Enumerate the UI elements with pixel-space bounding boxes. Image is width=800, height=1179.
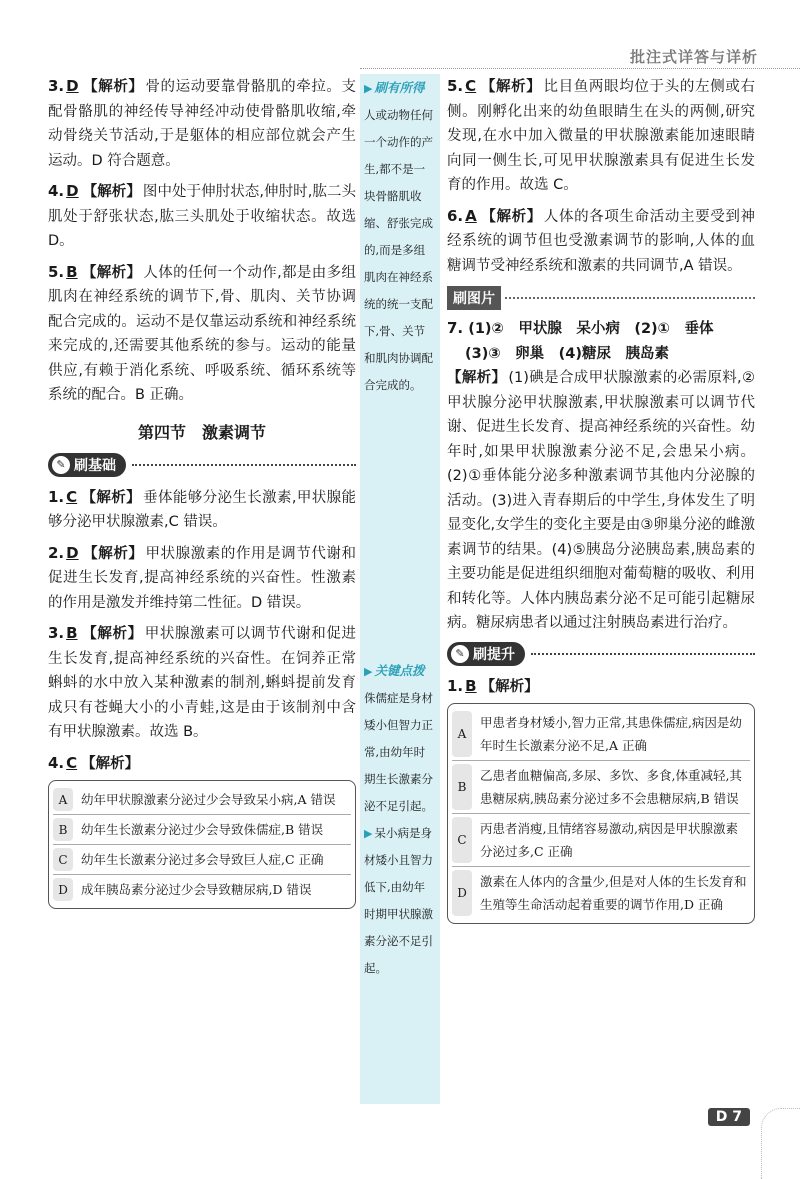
table-row xyxy=(452,708,750,761)
page-number: D 7 xyxy=(708,1108,750,1126)
analysis-tag: 【解析】 xyxy=(81,626,143,642)
option-label: A xyxy=(53,788,73,811)
section-title: 第四节 激素调节 xyxy=(137,422,266,442)
header-divider xyxy=(360,68,800,69)
question-number: 6. xyxy=(447,206,464,225)
page-header xyxy=(0,0,800,70)
analysis-tag: 【解析】 xyxy=(480,208,542,225)
pencil-icon: ✎ xyxy=(52,456,70,474)
analysis-text: 人体的任何一个动作,都是由多组肌肉在神经系统的调节下,骨、肌肉、关节协调配合完成的。运动不是仅靠运动系统和神经系统来完成的,还需要其他系统的参与。运动的能量供应,有赖于消化系统、呼吸系统、循环系统等系统的配合。B 正确。 xyxy=(48,264,357,403)
option-label: D xyxy=(452,870,472,916)
analysis-text: 垂体能够分泌生长激素,甲状腺能够分泌甲状腺激素,C 错误。 xyxy=(48,489,357,530)
answer-line-2: (3)③ 卵巢 (4)糖尿 胰岛素 xyxy=(465,345,669,362)
answer-letter: B xyxy=(66,624,78,642)
right-column xyxy=(447,74,755,932)
note-text: 人或动物任何一个动作的产生,都不是一块骨骼肌收缩、舒张完成的,而是多组肌肉在神经系统的统一支配下,骨、关节和肌肉协调配合完成的。 xyxy=(364,108,433,392)
page-corner-decoration xyxy=(761,1108,800,1179)
answer-letter: B xyxy=(66,262,78,281)
options-table xyxy=(447,703,755,924)
dotted-divider xyxy=(132,464,356,466)
pencil-icon: ✎ xyxy=(451,645,469,663)
question-4 xyxy=(48,179,356,254)
table-row xyxy=(452,867,750,919)
badge-label: 刷图片 xyxy=(447,286,501,310)
dotted-divider xyxy=(505,297,755,299)
analysis-tag: 【解析】 xyxy=(447,370,507,386)
question-number: 1. xyxy=(48,487,65,506)
answer-letter: D xyxy=(66,182,79,200)
question-7-right xyxy=(447,316,755,636)
question-number: 3. xyxy=(48,624,65,642)
basic-question-4 xyxy=(48,751,356,777)
answer-line-1: (1)② 甲状腺 呆小病 (2)① 垂体 xyxy=(468,321,714,337)
note-text xyxy=(360,820,440,982)
answer-letter: C xyxy=(66,487,78,506)
option-text: 丙患者消瘦,且情绪容易激动,病因是甲状腺激素分泌过多,C 正确 xyxy=(480,821,738,859)
analysis-text: 甲状腺激素可以调节代谢和促进生长发育,提高神经系统的兴奋性。在饲养正常蝌蚪的水中放入某种激素的制剂,蝌蚪提前发育成只有苍蝇大小的小青蛙,这是由于该制剂中含有甲状腺激素。故选 B。 xyxy=(48,626,357,740)
question-number: 4. xyxy=(48,753,65,772)
basic-question-3 xyxy=(48,621,356,745)
note-title xyxy=(364,661,436,679)
note-title xyxy=(364,78,436,96)
answer-letter: C xyxy=(66,753,78,772)
analysis-tag: 【解析】 xyxy=(81,264,142,281)
analysis-tag: 【解析】 xyxy=(480,79,542,95)
question-number: 3. xyxy=(48,77,65,95)
question-number: 5. xyxy=(48,262,65,281)
option-label: D xyxy=(53,878,73,901)
note-title-text: 刷有所得 xyxy=(374,80,425,95)
analysis-tag: 【解析】 xyxy=(81,755,140,772)
analysis-text: 图中处于伸肘状态,伸肘时,肱二头肌处于舒张状态,肱三头肌处于收缩状态。故选 D。 xyxy=(48,184,356,249)
picture-badge xyxy=(447,286,755,310)
option-label: A xyxy=(452,711,472,757)
option-label: B xyxy=(452,764,472,810)
analysis-tag: 【解析】 xyxy=(81,489,142,506)
basic-question-2 xyxy=(48,541,356,616)
advanced-badge xyxy=(447,642,755,666)
analysis-text: 人体的各项生命活动主要受到神经系统的调节但也受激素调节的影响,人体的血糖调节受神经系统和激素的共同调节,A 错误。 xyxy=(447,208,755,274)
analysis-text: 甲状腺激素的作用是调节代谢和促进生长发育,提高神经系统的兴奋性。性激素的作用是激发并维持第二性征。D 错误。 xyxy=(48,545,356,611)
analysis-tag: 【解析】 xyxy=(82,79,144,95)
table-row xyxy=(452,761,750,814)
analysis-tag: 【解析】 xyxy=(82,184,141,200)
answer-letter: D xyxy=(66,77,79,95)
question-number: 5. xyxy=(447,77,464,95)
option-label: C xyxy=(53,848,73,871)
note-title-text: 关键点拨 xyxy=(374,663,425,678)
option-text: 幼年甲状腺激素分泌过少会导致呆小病,A 错误 xyxy=(81,792,336,807)
analysis-text: (1)碘是合成甲状腺激素的必需原料,②甲状腺分泌甲状腺激素,甲状腺激素可以调节代谢、促进生长发育、提高神经系统的兴奋性。幼年时,如果甲状腺激素分泌不足,会患呆小病。(2)①垂体能分泌多种激素调节其他内分泌腺的活动。(3)进入青春期后的中学生,身体发生了明显变化,女学生的变化主要是由③卵巢分泌的雌激素调节的结果。(4)⑤胰岛分泌胰岛素,胰岛素的主要功能是促进组织细胞对葡萄糖的吸收、利用和转化等。人体内胰岛素分泌不足可能引起糖尿病。糖尿病患者以通过注射胰岛素进行治疗。 xyxy=(447,370,755,631)
option-text: 激素在人体内的含量少,但是对人体的生长发育和生殖等生命活动起着重要的调节作用,D 正确 xyxy=(480,874,747,912)
arrow-icon: ▶ xyxy=(364,82,373,95)
table-row xyxy=(53,785,351,815)
option-text: 乙患者血糖偏高,多尿、多饮、多食,体重减轻,其患糖尿病,胰岛素分泌过多不会患糖尿病,B 错误 xyxy=(480,768,742,806)
answer-letter: C xyxy=(465,77,477,95)
options-table xyxy=(48,780,356,909)
table-row xyxy=(53,875,351,904)
option-label: C xyxy=(452,817,472,863)
option-text: 幼年生长激素分泌过少会导致侏儒症,B 错误 xyxy=(81,822,324,837)
analysis-tag: 【解析】 xyxy=(480,678,539,695)
question-number: 7. xyxy=(447,319,464,337)
badge-label: 刷基础 xyxy=(74,457,116,474)
basic-badge xyxy=(48,453,356,477)
advanced-question-1 xyxy=(447,674,755,700)
question-number: 4. xyxy=(48,182,65,200)
question-number: 1. xyxy=(447,676,464,695)
badge-label: 刷提升 xyxy=(473,646,515,663)
dotted-divider xyxy=(531,653,755,655)
arrow-icon: ▶ xyxy=(364,665,373,678)
table-row xyxy=(53,815,351,845)
question-5 xyxy=(48,260,356,408)
option-text: 成年胰岛素分泌过少会导致糖尿病,D 错误 xyxy=(81,882,312,897)
question-5-right xyxy=(447,74,755,198)
question-number: 2. xyxy=(48,543,65,562)
answer-letter: A xyxy=(465,206,477,225)
answer-letter: D xyxy=(66,543,79,562)
arrow-icon: ▶ xyxy=(364,827,373,840)
table-row xyxy=(53,845,351,875)
note-text-content: 呆小病是身材矮小且智力低下,由幼年时期甲状腺激素分泌不足引起。 xyxy=(364,826,433,975)
table-row xyxy=(452,814,750,867)
question-6-right xyxy=(447,204,755,279)
option-text: 幼年生长激素分泌过多会导致巨人症,C 正确 xyxy=(81,852,324,867)
answer-letter: B xyxy=(465,676,477,695)
option-label: B xyxy=(53,818,73,841)
analysis-text: 比目鱼两眼均位于头的左侧或右侧。刚孵化出来的幼鱼眼睛生在头的两侧,研究发现,在水中加入微量的甲状腺激素能加速眼睛向同一侧生长,可见甲状腺激素具有促进生长发育的作用。故选 C。 xyxy=(447,79,756,193)
header-title: 批注式详答与详析 xyxy=(629,48,758,66)
option-text: 甲患者身材矮小,智力正常,其患侏儒症,病因是幼年时生长激素分泌不足,A 正确 xyxy=(480,715,742,753)
question-3 xyxy=(48,74,356,173)
analysis-tag: 【解析】 xyxy=(82,545,144,562)
basic-question-1 xyxy=(48,485,356,535)
left-column xyxy=(48,74,356,917)
side-notes-column xyxy=(360,74,440,1104)
analysis-text: 骨的运动要靠骨骼肌的牵拉。支配骨骼肌的神经传导神经冲动使骨骼肌收缩,牵动骨绕关节活动,于是躯体的相应部位就会产生运动。D 符合题意。 xyxy=(48,79,356,169)
note-text: 侏儒症是身材矮小但智力正常,由幼年时期生长激素分泌不足引起。 xyxy=(364,691,433,813)
